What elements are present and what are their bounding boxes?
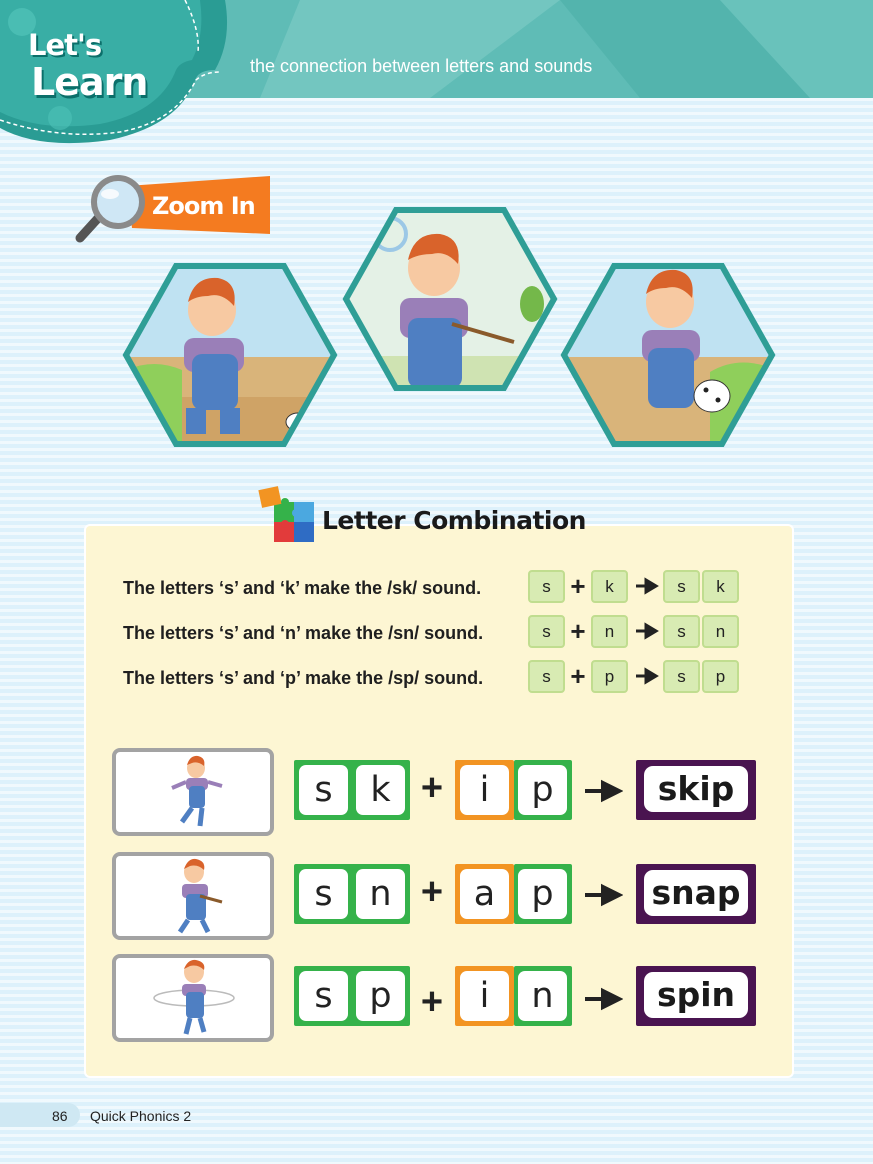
arrow-icon bbox=[634, 621, 660, 641]
word-row-spin bbox=[0, 954, 873, 1046]
letter-tile: i bbox=[460, 971, 509, 1021]
letter-tile: p bbox=[518, 869, 567, 919]
letter-tile: k bbox=[356, 765, 405, 815]
coda-block bbox=[514, 760, 572, 820]
boy-snapping-stick-scene bbox=[342, 206, 558, 392]
letter-tile: p bbox=[518, 765, 567, 815]
vowel-block bbox=[455, 864, 514, 924]
arrow-icon bbox=[583, 778, 623, 804]
onset-blend-block bbox=[294, 864, 410, 924]
onset-blend-block bbox=[294, 966, 410, 1026]
vowel-block bbox=[455, 966, 514, 1026]
rule-text: The letters ‘s’ and ‘k’ make the /sk/ sound. bbox=[123, 578, 482, 598]
arrow-icon bbox=[634, 576, 660, 596]
rule-text: The letters ‘s’ and ‘n’ make the /sn/ sound. bbox=[123, 623, 484, 643]
plus-sign: + bbox=[570, 616, 586, 646]
onset-blend-block bbox=[294, 760, 410, 820]
result-word-card bbox=[636, 760, 756, 820]
picture-card-spin bbox=[112, 954, 274, 1042]
rule-text: The letters ‘s’ and ‘p’ make the /sp/ sound. bbox=[123, 668, 484, 688]
letter-tile: s bbox=[299, 869, 348, 919]
letter-tile: s bbox=[663, 570, 700, 603]
letter-tile: n bbox=[702, 615, 739, 648]
brand-title-line2: Learn bbox=[31, 60, 148, 104]
word-row-snap bbox=[0, 852, 873, 944]
letter-tile: s bbox=[528, 570, 565, 603]
puzzle-icon bbox=[258, 486, 318, 544]
letter-tile: s bbox=[299, 971, 348, 1021]
coda-block bbox=[514, 864, 572, 924]
vowel-block bbox=[455, 760, 514, 820]
rule-row-sk bbox=[0, 570, 873, 606]
letter-tile: s bbox=[528, 615, 565, 648]
word-row-skip bbox=[0, 748, 873, 840]
plus-sign: + bbox=[570, 571, 586, 601]
letter-tile: p bbox=[591, 660, 628, 693]
lesson-subtitle: the connection between letters and sounds bbox=[250, 56, 593, 76]
letter-tile: n bbox=[591, 615, 628, 648]
plus-sign: + bbox=[420, 981, 444, 1023]
boy-skipping-picture bbox=[116, 752, 270, 832]
boy-dizzy-spinning-scene bbox=[560, 262, 776, 448]
letter-tile: a bbox=[460, 869, 509, 919]
coda-block bbox=[514, 966, 572, 1026]
rule-row-sn bbox=[0, 615, 873, 651]
arrow-icon bbox=[583, 986, 623, 1012]
boy-spinning-picture bbox=[116, 958, 270, 1038]
arrow-icon bbox=[634, 666, 660, 686]
letter-tile: s bbox=[299, 765, 348, 815]
letter-tile: n bbox=[356, 869, 405, 919]
boy-snapping-stick-picture bbox=[116, 856, 270, 936]
letter-tile: k bbox=[702, 570, 739, 603]
letter-tile: n bbox=[518, 971, 567, 1021]
result-word: snap bbox=[644, 870, 748, 916]
picture-card-skip bbox=[112, 748, 274, 836]
result-word-card bbox=[636, 966, 756, 1026]
magnifier-icon bbox=[80, 178, 142, 238]
letter-tile: k bbox=[591, 570, 628, 603]
letter-tile: s bbox=[663, 615, 700, 648]
arrow-icon bbox=[583, 882, 623, 908]
letter-tile: p bbox=[702, 660, 739, 693]
page-number-tab bbox=[0, 1103, 80, 1127]
book-title: Quick Phonics 2 bbox=[90, 1108, 192, 1124]
zoom-in-label: Zoom In bbox=[152, 192, 255, 220]
brand-title-line1: Let's bbox=[28, 28, 102, 62]
page-number: 86 bbox=[52, 1108, 68, 1124]
plus-sign: + bbox=[420, 871, 444, 913]
result-word: spin bbox=[644, 972, 748, 1018]
letter-tile: i bbox=[460, 765, 509, 815]
letter-tile: s bbox=[663, 660, 700, 693]
letter-tile: s bbox=[528, 660, 565, 693]
boy-running-scene bbox=[122, 262, 338, 448]
result-word-card bbox=[636, 864, 756, 924]
letter-combination-heading: Letter Combination bbox=[322, 506, 586, 535]
picture-card-snap bbox=[112, 852, 274, 940]
plus-sign: + bbox=[420, 767, 444, 809]
letter-tile: p bbox=[356, 971, 405, 1021]
result-word: skip bbox=[644, 766, 748, 812]
plus-sign: + bbox=[570, 661, 586, 691]
rule-row-sp bbox=[0, 660, 873, 696]
